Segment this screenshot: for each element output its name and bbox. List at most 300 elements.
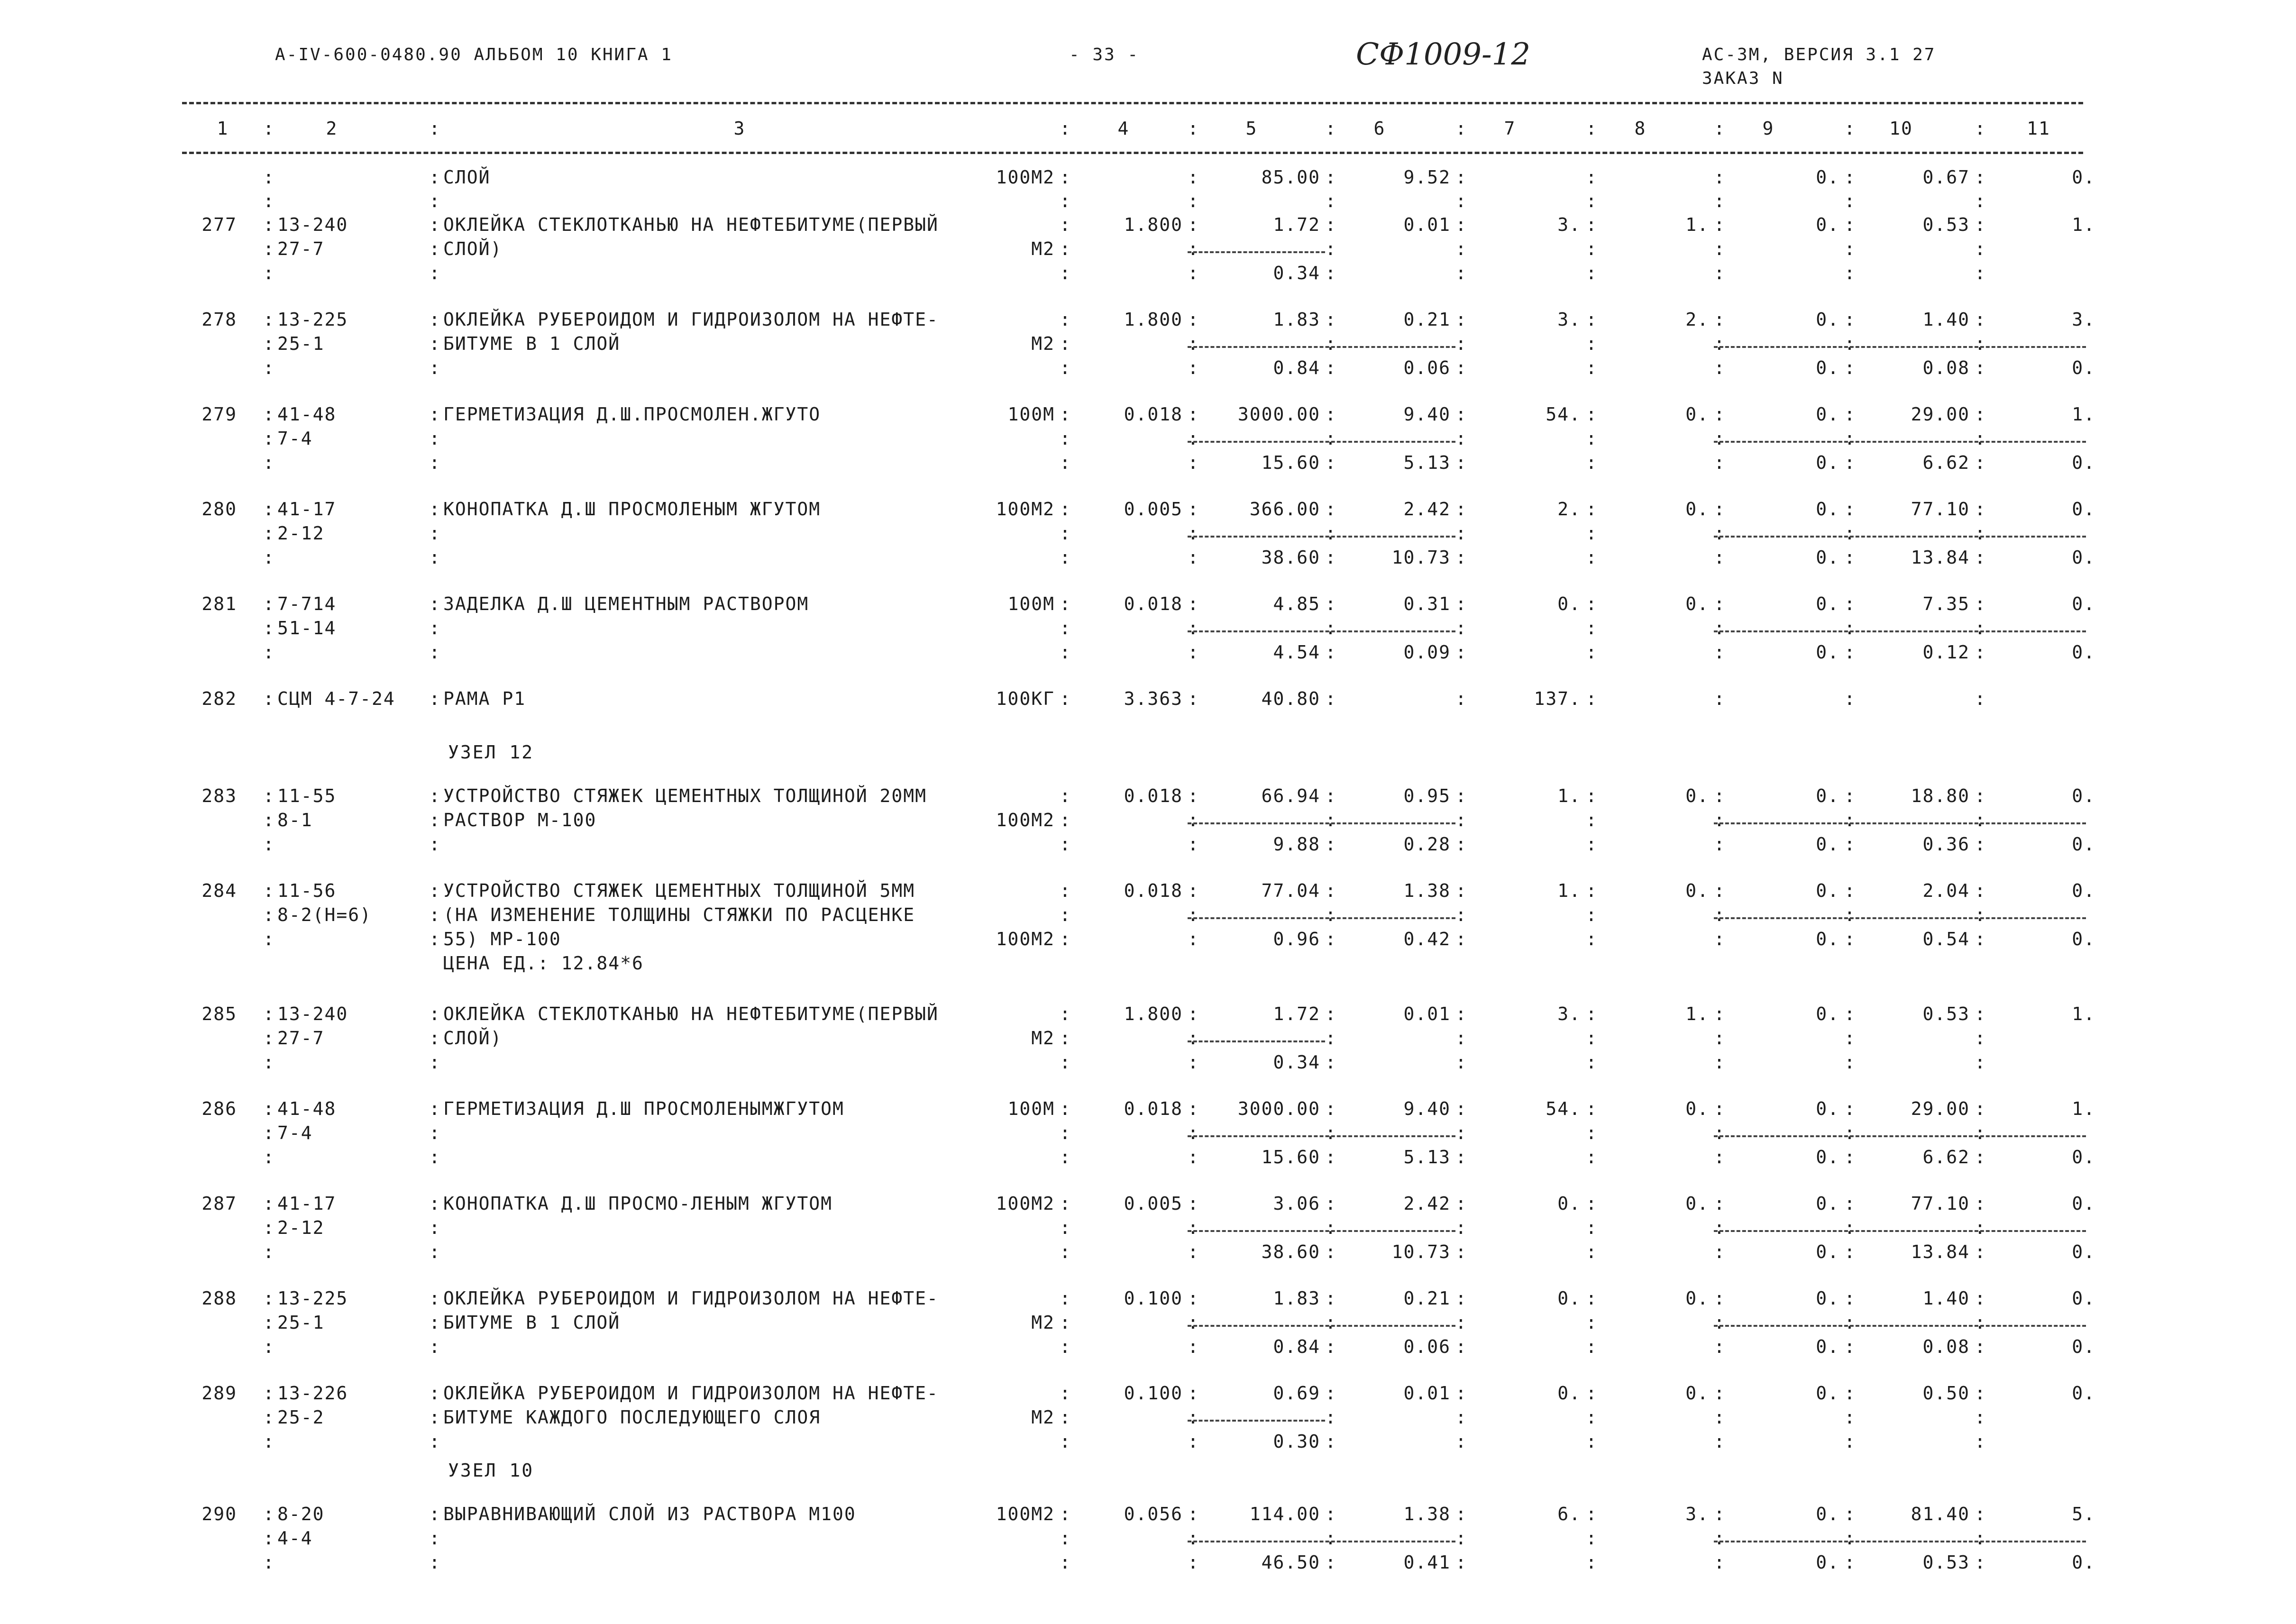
column-separator: :: [1586, 1504, 1597, 1524]
value-c8: 0.: [1685, 880, 1709, 901]
norm-code: СЦМ 4-7-24: [277, 688, 395, 709]
column-separator: :: [1188, 357, 1198, 378]
value-c10: 29.00: [1911, 1098, 1970, 1119]
value-c11-sub: 0.: [2072, 547, 2095, 568]
column-separator: :: [1714, 929, 1725, 949]
column-separator: :: [1586, 593, 1597, 614]
norm-code: 41-48: [277, 1098, 337, 1119]
column-separator: :: [1455, 428, 1466, 449]
value-c10: 81.40: [1911, 1504, 1970, 1524]
value-c5: 3.06: [1273, 1193, 1320, 1214]
value-c10: 7.35: [1922, 593, 1970, 614]
column-header: 8: [1634, 118, 1647, 139]
column-separator: :: [1188, 618, 1198, 639]
value-c9-sub: 0.: [1816, 1241, 1839, 1262]
column-separator: :: [1455, 880, 1466, 901]
column-separator: :: [1188, 309, 1198, 330]
value-c9: 0.: [1816, 1383, 1839, 1404]
column-separator: :: [1844, 880, 1855, 901]
column-separator: :: [1714, 191, 1725, 211]
value-c9: 0.: [1816, 404, 1839, 425]
column-separator: :: [429, 1122, 440, 1143]
column-separator: :: [1586, 1383, 1597, 1404]
subtotal-rule: [1188, 441, 1455, 443]
value-c5: 1.83: [1273, 1288, 1320, 1309]
column-separator: :: [1586, 1336, 1597, 1357]
column-separator: :: [1188, 1552, 1198, 1573]
column-separator: :: [1455, 1504, 1466, 1524]
column-header: 4: [1117, 118, 1130, 139]
column-separator: :: [1586, 523, 1597, 544]
column-separator: :: [1188, 1004, 1198, 1024]
column-separator: :: [1586, 1004, 1597, 1024]
column-separator: :: [1455, 929, 1466, 949]
column-separator: :: [1060, 1312, 1070, 1333]
column-separator: :: [1586, 1431, 1597, 1452]
column-separator: :: [1844, 452, 1855, 473]
column-separator: :: [1325, 333, 1336, 354]
column-separator: :: [1188, 1098, 1198, 1119]
work-description: КОНОПАТКА Д.Ш ПРОСМОЛЕНЫМ ЖГУТОМ: [443, 499, 821, 520]
column-separator: :: [429, 191, 440, 211]
value-c6: 9.40: [1403, 1098, 1451, 1119]
column-separator: :: [1586, 880, 1597, 901]
value-c11: 1.: [2072, 404, 2095, 425]
value-c7: 54.: [1546, 1098, 1581, 1119]
subtotal-rule: [1188, 1325, 1455, 1327]
value-c7: 3.: [1557, 1004, 1581, 1024]
value-c8: 0.: [1685, 1193, 1709, 1214]
column-separator: :: [1714, 1098, 1725, 1119]
column-separator: :: [1844, 810, 1855, 830]
work-description: ОКЛЕЙКА СТЕКЛОТКАНЬЮ НА НЕФТЕБИТУМЕ(ПЕРВЫЙ: [443, 1004, 939, 1024]
column-separator: :: [1325, 1004, 1336, 1024]
column-separator: :: [1714, 880, 1725, 901]
quantity: 1.800: [1124, 309, 1183, 330]
column-separator: :: [1188, 263, 1198, 283]
column-separator: :: [1844, 167, 1855, 188]
column-separator: :: [263, 404, 274, 425]
row-number: 287: [201, 1193, 237, 1214]
value-c6-sub: 0.06: [1403, 1336, 1451, 1357]
row-number: 279: [201, 404, 237, 425]
column-separator: :: [1455, 357, 1466, 378]
column-separator: :: [1060, 1004, 1070, 1024]
doc-code: A-IV-600-0480.90 АЛЬБОМ 10 КНИГА 1: [275, 45, 673, 64]
column-separator: :: [1060, 1528, 1070, 1549]
handwritten-note: СФ1009-12: [1356, 37, 1531, 72]
column-separator: :: [1844, 785, 1855, 806]
value-c9-sub: 0.: [1816, 547, 1839, 568]
value-c10-sub: 6.62: [1922, 452, 1970, 473]
column-separator: :: [1455, 547, 1466, 568]
column-separator: :: [263, 452, 274, 473]
column-separator: :: [1714, 1528, 1725, 1549]
value-c6: 2.42: [1403, 499, 1451, 520]
column-separator: :: [1325, 547, 1336, 568]
value-c10: 77.10: [1911, 499, 1970, 520]
column-separator: :: [1060, 428, 1070, 449]
column-separator: :: [429, 309, 440, 330]
value-c11: 0.: [2072, 1288, 2095, 1309]
column-separator: :: [1060, 593, 1070, 614]
column-separator: :: [1455, 1147, 1466, 1168]
value-c9: 0.: [1816, 309, 1839, 330]
column-separator: :: [1975, 1383, 1985, 1404]
column-separator: :: [1586, 1122, 1597, 1143]
column-separator: :: [1714, 499, 1725, 520]
value-c5-sub: 9.88: [1273, 834, 1320, 855]
column-separator: :: [1455, 499, 1466, 520]
quantity: 1.800: [1124, 214, 1183, 235]
column-separator: :: [1714, 642, 1725, 663]
column-separator: :: [1188, 904, 1198, 925]
column-separator: :: [1188, 1383, 1198, 1404]
column-separator: :: [429, 785, 440, 806]
column-separator: :: [1060, 404, 1070, 425]
norm-code: 41-17: [277, 499, 337, 520]
column-header: 10: [1889, 118, 1913, 139]
column-separator: :: [1060, 618, 1070, 639]
column-separator: :: [429, 1528, 440, 1549]
column-separator: :: [1844, 1217, 1855, 1238]
column-separator: :: [1975, 1193, 1985, 1214]
column-separator: :: [429, 1098, 440, 1119]
column-separator: :: [1325, 1312, 1336, 1333]
column-separator: :: [1060, 1028, 1070, 1049]
column-separator: :: [1975, 1028, 1985, 1049]
column-separator: :: [1325, 593, 1336, 614]
value-c6: 1.38: [1403, 880, 1451, 901]
value-c7: 2.: [1557, 499, 1581, 520]
value-c11-sub: 0.: [2072, 1552, 2095, 1573]
column-separator: :: [1975, 688, 1985, 709]
value-c10-sub: 13.84: [1911, 1241, 1970, 1262]
value-c6: 0.31: [1403, 593, 1451, 614]
column-separator: :: [263, 785, 274, 806]
column-separator: :: [1325, 428, 1336, 449]
work-description: КОНОПАТКА Д.Ш ПРОСМО-ЛЕНЫМ ЖГУТОМ: [443, 1193, 832, 1214]
column-separator: :: [1586, 1288, 1597, 1309]
column-separator: :: [1844, 1052, 1855, 1073]
column-separator: :: [263, 1193, 274, 1214]
column-separator: :: [1844, 1122, 1855, 1143]
price-note: ЦЕНА ЕД.: 12.84*6: [443, 953, 644, 974]
work-description: ОКЛЕЙКА РУБЕРОИДОМ И ГИДРОИЗОЛОМ НА НЕФТЕ-: [443, 309, 939, 330]
column-separator: :: [1188, 1028, 1198, 1049]
column-separator: :: [1060, 1098, 1070, 1119]
column-separator: :: [429, 1288, 440, 1309]
subtotal-rule: [1714, 1541, 2086, 1542]
column-separator: :: [429, 1336, 440, 1357]
column-separator: :: [1975, 1147, 1985, 1168]
column-separator: :: [1844, 1528, 1855, 1549]
work-description: ОКЛЕЙКА СТЕКЛОТКАНЬЮ НА НЕФТЕБИТУМЕ(ПЕРВЫЙ: [443, 214, 939, 235]
value-c10: 29.00: [1911, 404, 1970, 425]
column-separator: :: [429, 1241, 440, 1262]
column-separator: :: [1060, 642, 1070, 663]
column-separator: :: [1844, 333, 1855, 354]
column-separator: :: [429, 547, 440, 568]
column-separator: :: [1714, 1431, 1725, 1452]
column-separator: :: [1714, 404, 1725, 425]
column-separator: :: [263, 523, 274, 544]
column-separator: :: [429, 1147, 440, 1168]
column-separator: :: [429, 118, 440, 139]
column-separator: :: [1975, 428, 1985, 449]
subtotal-rule: [1188, 1420, 1325, 1422]
column-separator: :: [263, 642, 274, 663]
column-separator: :: [1188, 1122, 1198, 1143]
column-separator: :: [1188, 1336, 1198, 1357]
value-c11-sub: 0.: [2072, 929, 2095, 949]
column-separator: :: [1455, 1052, 1466, 1073]
quantity: 0.018: [1124, 593, 1183, 614]
column-separator: :: [1975, 499, 1985, 520]
column-separator: :: [1975, 1241, 1985, 1262]
unit: 100М2: [996, 1504, 1055, 1524]
column-separator: :: [263, 1122, 274, 1143]
column-separator: :: [1455, 1336, 1466, 1357]
column-separator: :: [1844, 309, 1855, 330]
row-number: 282: [201, 688, 237, 709]
column-separator: :: [1060, 1407, 1070, 1428]
column-separator: :: [263, 1431, 274, 1452]
column-separator: :: [1586, 1193, 1597, 1214]
column-separator: :: [429, 688, 440, 709]
unit: 100М2: [996, 1193, 1055, 1214]
column-separator: :: [1455, 1241, 1466, 1262]
column-separator: :: [1714, 1147, 1725, 1168]
column-separator: :: [1188, 167, 1198, 188]
column-separator: :: [263, 1407, 274, 1428]
column-separator: :: [1586, 167, 1597, 188]
row-number: 286: [201, 1098, 237, 1119]
norm-code-sub: 27-7: [277, 1028, 325, 1049]
value-c5-sub: 15.60: [1261, 1147, 1320, 1168]
column-separator: :: [1586, 904, 1597, 925]
column-separator: :: [1188, 929, 1198, 949]
column-separator: :: [429, 929, 440, 949]
subtotal-rule: [1714, 1325, 2086, 1327]
column-separator: :: [1188, 191, 1198, 211]
column-separator: :: [263, 1028, 274, 1049]
norm-code-sub: 25-1: [277, 1312, 325, 1333]
subtotal-rule: [1188, 251, 1325, 253]
value-c9: 0.: [1816, 499, 1839, 520]
work-description: РАМА Р1: [443, 688, 526, 709]
value-c6-sub: 0.42: [1403, 929, 1451, 949]
column-separator: :: [1455, 1004, 1466, 1024]
column-separator: :: [1714, 1288, 1725, 1309]
column-separator: :: [1060, 1147, 1070, 1168]
value-c5: 66.94: [1261, 785, 1320, 806]
value-c11-sub: 0.: [2072, 357, 2095, 378]
value-c9-sub: 0.: [1816, 834, 1839, 855]
value-c9-sub: 0.: [1816, 929, 1839, 949]
column-separator: :: [263, 499, 274, 520]
norm-code-sub: 8-1: [277, 810, 313, 830]
column-separator: :: [1586, 1528, 1597, 1549]
value-c10: 1.40: [1922, 309, 1970, 330]
norm-code-sub: 2-12: [277, 1217, 325, 1238]
column-separator: :: [1325, 1193, 1336, 1214]
column-separator: :: [429, 880, 440, 901]
column-separator: :: [1975, 547, 1985, 568]
subtotal-rule: [1188, 1541, 1455, 1542]
column-separator: :: [1586, 834, 1597, 855]
column-separator: :: [1714, 1217, 1725, 1238]
norm-code: 13-240: [277, 214, 348, 235]
column-separator: :: [1325, 238, 1336, 259]
value-c11-sub: 0.: [2072, 452, 2095, 473]
section-title: УЗЕЛ 10: [448, 1460, 534, 1481]
column-separator: :: [1844, 834, 1855, 855]
quantity: 0.100: [1124, 1383, 1183, 1404]
column-separator: :: [429, 1217, 440, 1238]
column-separator: :: [1586, 428, 1597, 449]
column-separator: :: [1975, 357, 1985, 378]
column-separator: :: [1844, 404, 1855, 425]
column-separator: :: [1188, 523, 1198, 544]
quantity: 0.005: [1124, 1193, 1183, 1214]
column-separator: :: [263, 1312, 274, 1333]
norm-code-sub: 27-7: [277, 238, 325, 259]
column-separator: :: [1844, 238, 1855, 259]
quantity: 0.018: [1124, 785, 1183, 806]
column-separator: :: [1975, 118, 1985, 139]
column-header: 1: [217, 118, 229, 139]
column-separator: :: [263, 904, 274, 925]
value-c5-sub: 38.60: [1261, 1241, 1320, 1262]
column-separator: :: [1975, 1098, 1985, 1119]
column-separator: :: [263, 428, 274, 449]
column-separator: :: [1586, 191, 1597, 211]
value-c8: 3.: [1685, 1504, 1709, 1524]
column-separator: :: [1975, 1407, 1985, 1428]
carry-c6: 9.52: [1403, 167, 1451, 188]
column-separator: :: [1060, 1122, 1070, 1143]
value-c9-sub: 0.: [1816, 1147, 1839, 1168]
column-separator: :: [1844, 1431, 1855, 1452]
column-separator: :: [1844, 1098, 1855, 1119]
column-separator: :: [1325, 785, 1336, 806]
column-separator: :: [1714, 523, 1725, 544]
column-separator: :: [1844, 1193, 1855, 1214]
value-c5: 0.69: [1273, 1383, 1320, 1404]
unit: 100М: [1007, 593, 1055, 614]
column-separator: :: [263, 333, 274, 354]
work-description-cont: БИТУМЕ В 1 СЛОЙ: [443, 1312, 621, 1333]
subtotal-rule: [1188, 536, 1455, 538]
column-separator: :: [1188, 499, 1198, 520]
row-number: 289: [201, 1383, 237, 1404]
column-separator: :: [1714, 593, 1725, 614]
column-separator: :: [1188, 1217, 1198, 1238]
column-separator: :: [1455, 1407, 1466, 1428]
column-separator: :: [429, 1431, 440, 1452]
value-c10-sub: 0.54: [1922, 929, 1970, 949]
top-rule: [182, 102, 2083, 104]
column-separator: :: [263, 238, 274, 259]
value-c5-sub: 15.60: [1261, 452, 1320, 473]
column-separator: :: [1325, 1147, 1336, 1168]
column-separator: :: [1188, 1147, 1198, 1168]
value-c5-sub: 0.34: [1273, 1052, 1320, 1073]
column-separator: :: [1586, 1052, 1597, 1073]
column-separator: :: [1455, 191, 1466, 211]
column-separator: :: [1060, 1504, 1070, 1524]
column-separator: :: [1844, 929, 1855, 949]
value-c10: 0.50: [1922, 1383, 1970, 1404]
value-c8: 0.: [1685, 499, 1709, 520]
norm-code-sub: 7-4: [277, 428, 313, 449]
subtotal-rule: [1714, 1135, 2086, 1137]
value-c7: 0.: [1557, 1193, 1581, 1214]
value-c9-sub: 0.: [1816, 357, 1839, 378]
unit: М2: [1031, 1312, 1055, 1333]
column-separator: :: [1325, 929, 1336, 949]
column-separator: :: [1714, 1504, 1725, 1524]
column-separator: :: [1975, 191, 1985, 211]
column-separator: :: [1455, 118, 1466, 139]
column-separator: :: [263, 618, 274, 639]
work-description-cont: РАСТВОР М-100: [443, 810, 597, 830]
column-separator: :: [1455, 1122, 1466, 1143]
column-separator: :: [263, 357, 274, 378]
value-c10: 1.40: [1922, 1288, 1970, 1309]
column-separator: :: [1060, 523, 1070, 544]
column-separator: :: [1844, 1407, 1855, 1428]
column-separator: :: [1188, 642, 1198, 663]
column-separator: :: [1844, 1004, 1855, 1024]
quantity: 0.056: [1124, 1504, 1183, 1524]
value-c10: 18.80: [1911, 785, 1970, 806]
column-separator: :: [1455, 263, 1466, 283]
column-separator: :: [1455, 404, 1466, 425]
column-separator: :: [1586, 404, 1597, 425]
value-c10: 2.04: [1922, 880, 1970, 901]
column-separator: :: [263, 1004, 274, 1024]
column-separator: :: [1188, 688, 1198, 709]
column-separator: :: [1975, 785, 1985, 806]
work-description: ЗАДЕЛКА Д.Ш ЦЕМЕНТНЫМ РАСТВОРОМ: [443, 593, 809, 614]
column-separator: :: [1714, 238, 1725, 259]
column-separator: :: [1975, 904, 1985, 925]
column-separator: :: [429, 238, 440, 259]
value-c6-sub: 0.41: [1403, 1552, 1451, 1573]
column-separator: :: [263, 118, 274, 139]
column-header: 6: [1373, 118, 1386, 139]
column-separator: :: [1060, 688, 1070, 709]
value-c11: 0.: [2072, 1193, 2095, 1214]
value-c11-sub: 0.: [2072, 834, 2095, 855]
carry-c11: 0.: [2072, 167, 2095, 188]
column-separator: :: [1975, 834, 1985, 855]
column-separator: :: [1975, 1004, 1985, 1024]
column-separator: :: [1325, 834, 1336, 855]
unit: 100М2: [996, 810, 1055, 830]
column-separator: :: [1325, 1098, 1336, 1119]
work-description-cont: БИТУМЕ В 1 СЛОЙ: [443, 333, 621, 354]
subtotal-rule: [1714, 917, 2086, 919]
column-separator: :: [1060, 452, 1070, 473]
column-separator: :: [1060, 309, 1070, 330]
work-description-cont: (НА ИЗМЕНЕНИЕ ТОЛЩИНЫ СТЯЖКИ ПО РАСЦЕНКЕ: [443, 904, 915, 925]
column-separator: :: [429, 404, 440, 425]
column-separator: :: [263, 309, 274, 330]
column-separator: :: [1714, 618, 1725, 639]
